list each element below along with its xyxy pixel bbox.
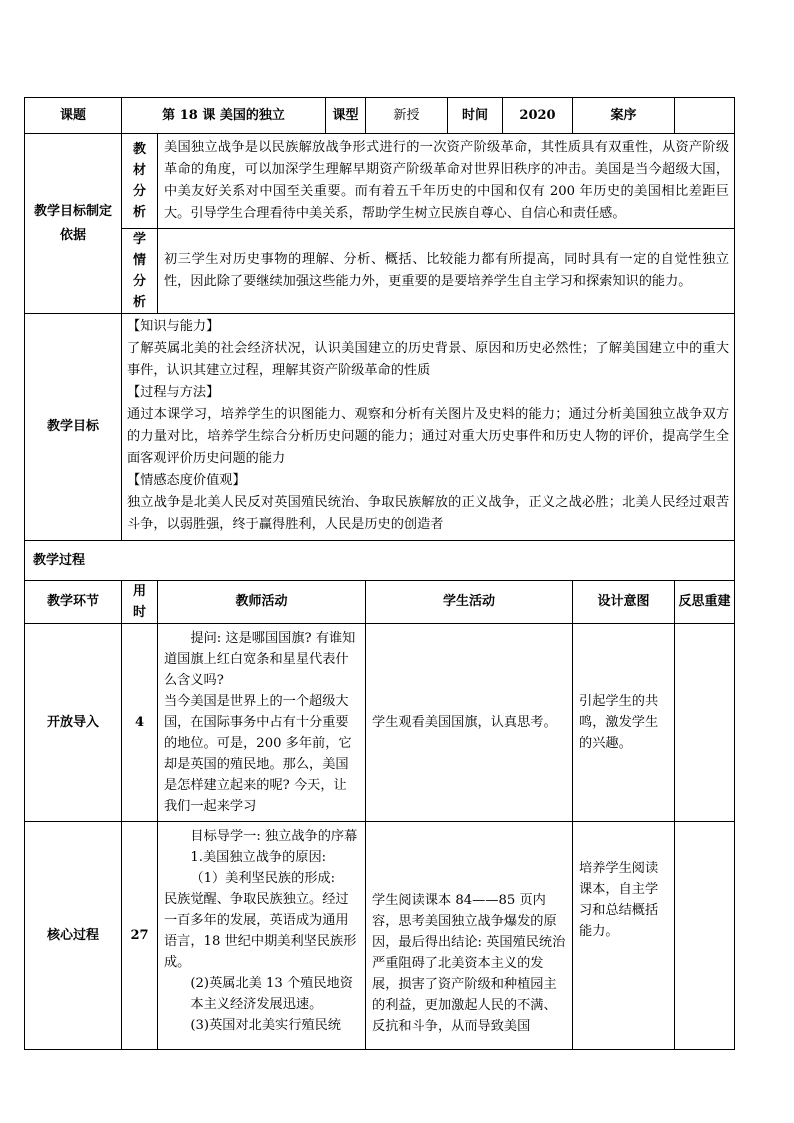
- type-label: 课型: [326, 98, 366, 134]
- type-value: 新授: [366, 98, 448, 134]
- col-reflect: 反思重建: [675, 581, 735, 624]
- objective-heading-process: 【过程与方法】: [127, 385, 220, 400]
- header-row: [25, 98, 735, 134]
- col-time: 用 时: [122, 581, 158, 624]
- topic-value: 第 18 课 美国的独立: [122, 98, 326, 134]
- process-label-row: [25, 541, 735, 581]
- student-analysis-text: 初三学生对历史事物的理解、分析、概括、比较能力都有所提高，同时具有一定的自觉性独立性，因此除了要继续加强这些能力外，更重要的是要培养学生自主学习和探索知识的能力。: [158, 229, 735, 314]
- case-value: [675, 98, 735, 134]
- col-teacher: 教师活动: [158, 581, 366, 624]
- col-student: 学生活动: [366, 581, 573, 624]
- student-analysis-label: 学 情 分 析: [122, 229, 158, 314]
- topic-label: 课题: [25, 98, 122, 134]
- time-cell: 27: [122, 822, 158, 1050]
- teacher-activity-cell: 目标导学一: 独立战争的序幕 1.美国独立战争的原因: （1）美利坚民族的形成: 民族觉醒、争取民族独立。经过一百多年的发展，英语成为通用语言，18 世纪中期美利坚民族形成。 (2)英属北美 13 个殖民地资本主义经济发展迅速。 (3)英国对北美实行殖民统: [158, 822, 366, 1050]
- objective-heading-emotion: 【情感态度价值观】: [127, 473, 246, 488]
- process-label: 教学过程: [25, 541, 735, 581]
- objectives-label: 教学目标: [25, 314, 122, 541]
- stage-cell: 核心过程: [25, 822, 122, 1050]
- time-cell: 4: [122, 624, 158, 822]
- process-header-row: [25, 581, 735, 624]
- table-row: [25, 624, 735, 822]
- basis-label: 教学目标制定依据: [25, 134, 122, 314]
- stage-cell: 开放导入: [25, 624, 122, 822]
- objective-text-emotion: 独立战争是北美人民反对英国殖民统治、争取民族解放的正义战争，正义之战必胜；北美人民经过艰苦斗争，以弱胜强，终于赢得胜利，人民是历史的创造者: [127, 495, 730, 532]
- student-activity-cell: 学生观看美国国旗，认真思考。: [366, 624, 573, 822]
- col-design: 设计意图: [573, 581, 675, 624]
- case-label: 案序: [573, 98, 675, 134]
- objectives-row: [25, 314, 735, 541]
- lesson-plan-table: [24, 97, 735, 1050]
- design-intent-cell: 培养学生阅读课本，自主学习和总结概括能力。: [573, 822, 675, 1050]
- basis-textbook-row: [25, 134, 735, 229]
- col-stage: 教学环节: [25, 581, 122, 624]
- design-intent-cell: 引起学生的共鸣，激发学生的兴趣。: [573, 624, 675, 822]
- reflect-cell: [675, 624, 735, 822]
- objectives-content: [122, 314, 735, 541]
- time-value: 2020: [503, 98, 573, 134]
- textbook-analysis-label: 教 材 分 析: [122, 134, 158, 229]
- objective-text-knowledge: 了解英属北美的社会经济状况，认识美国建立的历史背景、原因和历史必然性；了解美国建立中的重大事件，认识其建立过程，理解其资产阶级革命的性质: [127, 341, 730, 378]
- table-row: [25, 822, 735, 1050]
- lesson-plan-page: [24, 97, 734, 1050]
- teacher-activity-cell: 提问: 这是哪国国旗? 有谁知道国旗上红白宽条和星星代表什么含义吗? 当今美国是世界上的一个超级大国，在国际事务中占有十分重要的地位。可是，200 多年前，它却是英国的殖民地。那么，美国是怎样建立起来的呢? 今天，让我们一起来学习: [158, 624, 366, 822]
- time-label: 时间: [448, 98, 503, 134]
- objective-heading-knowledge: 【知识与能力】: [127, 319, 220, 334]
- textbook-analysis-text: 美国独立战争是以民族解放战争形式进行的一次资产阶级革命，其性质具有双重性，从资产阶级革命的角度，可以加深学生理解早期资产阶级革命对世界旧秩序的冲击。美国是当今超级大国，中美友好关系对中国至关重要。而有着五千年历史的中国和仅有 200 年历史的美国相比差距巨大。引导学生合理看待中美关系，帮助学生树立民族自尊心、自信心和责任感。: [158, 134, 735, 229]
- student-activity-cell: 学生阅读课本 84——85 页内容，思考美国独立战争爆发的原因，最后得出结论: 英国殖民统治严重阻碍了北美资本主义的发展，损害了资产阶级和种植园主的利益，更加激起人民的不满、反抗和斗争，从而导致美国: [366, 822, 573, 1050]
- reflect-cell: [675, 822, 735, 1050]
- basis-student-row: [25, 229, 735, 314]
- objective-text-process: 通过本课学习，培养学生的识图能力、观察和分析有关图片及史料的能力；通过分析美国独立战争双方的力量对比，培养学生综合分析历史问题的能力；通过对重大历史事件和历史人物的评价，提高学生全面客观评价历史问题的能力: [127, 407, 730, 466]
